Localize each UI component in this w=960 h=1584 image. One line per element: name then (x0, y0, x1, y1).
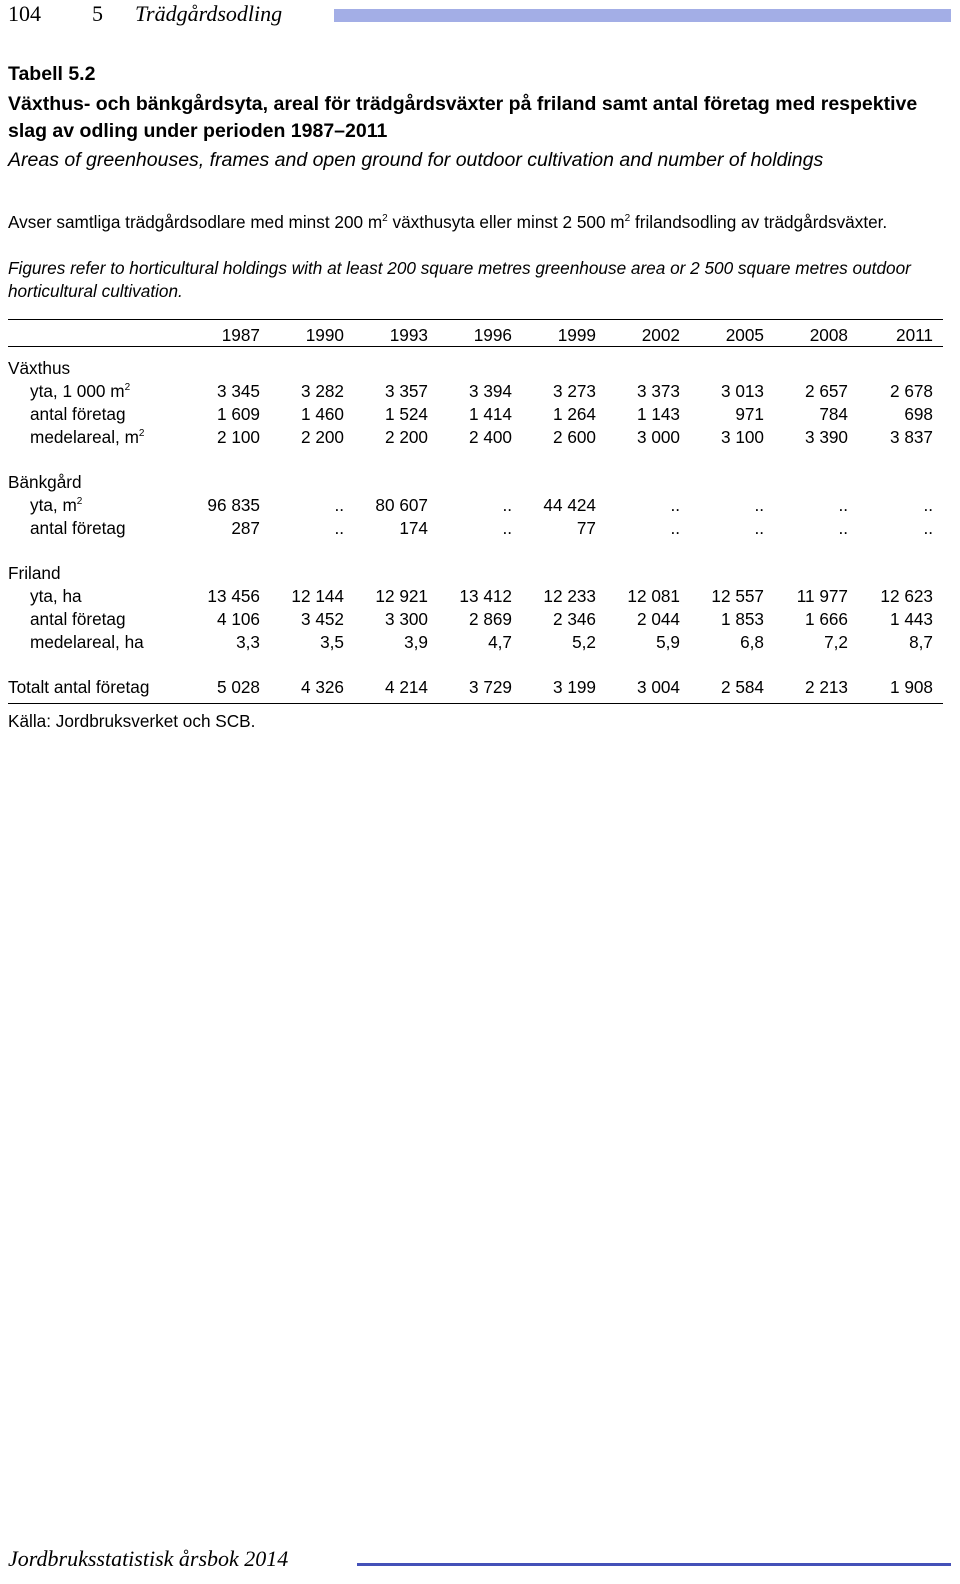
table-cell: 11 977 (796, 586, 848, 606)
row-label: yta, ha (30, 586, 82, 606)
row-label: antal företag (30, 518, 126, 538)
note-sv: Avser samtliga trädgårdsodlare med minst 200 $m^2$ växthusyta eller minst 2 500 $m^2$ frilandsodling av trädgårdsväxter. (8, 212, 888, 232)
table-cell: 12 081 (627, 586, 680, 606)
table-cell: 1 143 (636, 404, 680, 424)
table-title-sv: Växthus- och bänkgårdsyta, areal för trädgårdsväxter på friland samt antal företag med respektive slag av odling under perioden 1987–2011 (8, 93, 918, 142)
table-cell: 2 869 (468, 609, 512, 629)
column-header-year: 2008 (809, 325, 848, 345)
table-cell: 3 357 (384, 381, 428, 401)
row-label: antal företag (30, 404, 126, 424)
table-cell: 3,3 (236, 632, 260, 652)
page-number: 104 (8, 1, 41, 26)
table-cell: 3 013 (720, 381, 764, 401)
table-cell: 1 853 (720, 609, 764, 629)
table-cell: 2 678 (889, 381, 933, 401)
column-header-year: 1987 (221, 325, 260, 345)
table-bottom-rule (8, 703, 943, 704)
table-cell: 12 144 (291, 586, 344, 606)
table-cell: .. (754, 518, 764, 538)
column-header-year: 1996 (473, 325, 512, 345)
table-cell: .. (334, 518, 344, 538)
table-cell: 12 623 (880, 586, 933, 606)
table-cell: 1 524 (384, 404, 428, 424)
table-cell: 3 452 (300, 609, 344, 629)
source-note: Källa: Jordbruksverket och SCB. (8, 711, 256, 731)
table-cell: 2 400 (468, 427, 512, 447)
section-heading: Friland (8, 563, 61, 583)
table-cell: 2 100 (216, 427, 260, 447)
table-cell: 3 837 (889, 427, 933, 447)
section-heading: Bänkgård (8, 472, 82, 492)
table-cell: 3 282 (300, 381, 344, 401)
header-bar (334, 9, 951, 22)
table-cell: 2 657 (804, 381, 848, 401)
note-en: Figures refer to horticultural holdings with at least 200 square metres greenhouse area or 2 500 square metres outdoor horticultural cultivation. (8, 258, 911, 301)
table-cell: 2 600 (552, 427, 596, 447)
total-cell: 1 908 (889, 677, 933, 697)
table-cell: 698 (904, 404, 933, 424)
table-cell: .. (923, 518, 933, 538)
running-header (8, 0, 953, 30)
table-label: Tabell 5.2 (8, 63, 96, 85)
table-cell: .. (334, 495, 344, 515)
table-cell: 44 424 (543, 495, 596, 515)
table-cell: 8,7 (909, 632, 933, 652)
running-footer (8, 1546, 953, 1576)
table-cell: 2 200 (300, 427, 344, 447)
table-cell: 1 264 (552, 404, 596, 424)
table-cell: 1 460 (300, 404, 344, 424)
table-cell: .. (502, 495, 512, 515)
footer-bar (357, 1563, 951, 1566)
column-header-year: 1990 (305, 325, 344, 345)
table-cell: 174 (399, 518, 428, 538)
table-cell: 3 394 (468, 381, 512, 401)
table-cell: .. (838, 495, 848, 515)
table-cell: 77 (576, 518, 596, 538)
row-label: medelareal, ha (30, 632, 144, 652)
footer-title: Jordbruksstatistisk årsbok 2014 (8, 1546, 289, 1571)
table-cell: 96 835 (207, 495, 260, 515)
section-heading: Växthus (8, 358, 71, 378)
table-cell: .. (502, 518, 512, 538)
table-cell: 2 346 (552, 609, 596, 629)
chapter-title: Trädgårdsodling (135, 1, 283, 26)
table-cell: 1 666 (804, 609, 848, 629)
row-label: antal företag (30, 609, 126, 629)
total-cell: 5 028 (216, 677, 260, 697)
table-cell: .. (670, 518, 680, 538)
row-label: medelareal, $m^2$ (30, 427, 145, 447)
table-cell: .. (838, 518, 848, 538)
table-cell: 3,9 (404, 632, 428, 652)
table-cell: 80 607 (375, 495, 428, 515)
total-cell: 3 729 (468, 677, 512, 697)
table-cell: 3 300 (384, 609, 428, 629)
table-cell: 12 921 (375, 586, 428, 606)
table-cell: 3 000 (636, 427, 680, 447)
column-header-year: 1999 (557, 325, 596, 345)
table-cell: 2 044 (636, 609, 680, 629)
table-top-rule (8, 319, 943, 320)
table-cell: .. (923, 495, 933, 515)
table-cell: 3 345 (216, 381, 260, 401)
chapter-number: 5 (92, 1, 103, 26)
row-label: yta, $m^2$ (30, 495, 83, 515)
total-row-label: Totalt antal företag (8, 677, 150, 697)
total-cell: 4 214 (384, 677, 428, 697)
column-header-year: 2011 (896, 325, 933, 345)
table-cell: 13 412 (459, 586, 512, 606)
table-cell: 13 456 (207, 586, 260, 606)
table-cell: 3,5 (320, 632, 344, 652)
table-cell: 4,7 (488, 632, 512, 652)
table-cell: 971 (735, 404, 764, 424)
table-cell: 1 609 (216, 404, 260, 424)
table-cell: 5,9 (656, 632, 680, 652)
column-header-year: 2002 (641, 325, 680, 345)
table-cell: .. (670, 495, 680, 515)
table-cell: 5,2 (572, 632, 596, 652)
table-cell: 3 373 (636, 381, 680, 401)
table-title-en: Areas of greenhouses, frames and open ground for outdoor cultivation and number of holdings (8, 149, 824, 171)
table-cell: 7,2 (824, 632, 848, 652)
table-cell: 1 414 (468, 404, 512, 424)
row-label: yta, 1 000 $m^2$ (30, 381, 131, 401)
column-header-year: 2005 (725, 325, 764, 345)
column-header-year: 1993 (389, 325, 428, 345)
table-cell: 287 (231, 518, 260, 538)
table-cell: 1 443 (889, 609, 933, 629)
total-cell: 4 326 (300, 677, 344, 697)
total-cell: 3 004 (636, 677, 680, 697)
total-cell: 2 584 (720, 677, 764, 697)
table-cell: 12 233 (543, 586, 596, 606)
table-cell: 3 100 (720, 427, 764, 447)
total-cell: 3 199 (552, 677, 596, 697)
table-cell: 3 390 (804, 427, 848, 447)
table-cell: .. (754, 495, 764, 515)
table-header-rule (8, 346, 943, 347)
table-cell: 2 200 (384, 427, 428, 447)
table-cell: 6,8 (740, 632, 764, 652)
table-cell: 784 (819, 404, 848, 424)
total-cell: 2 213 (804, 677, 848, 697)
table-cell: 3 273 (552, 381, 596, 401)
table-cell: 4 106 (216, 609, 260, 629)
table-cell: 12 557 (711, 586, 764, 606)
